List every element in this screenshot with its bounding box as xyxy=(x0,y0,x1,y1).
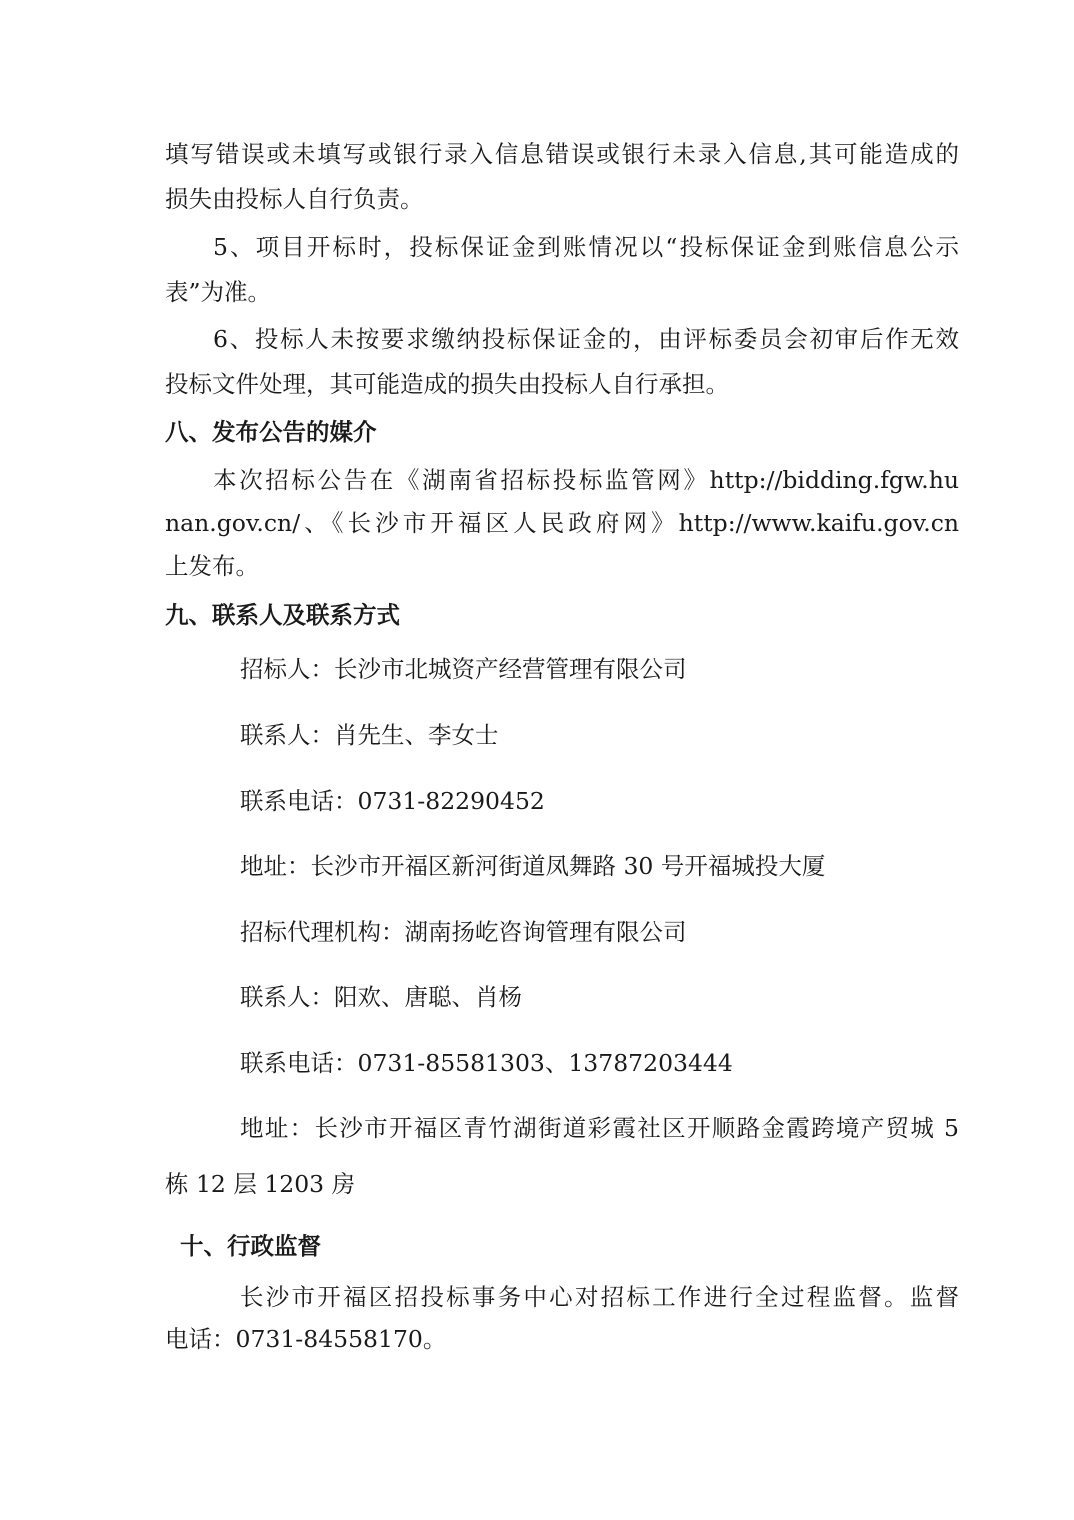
contact-agency: 招标代理机构：湖南扬屹咨询管理有限公司 xyxy=(240,918,687,946)
contact-agency-phone: 联系电话：0731-85581303、13787203444 xyxy=(240,1049,733,1077)
section-heading-contacts: 九、联系人及联系方式 xyxy=(165,601,400,629)
contact-agency-address-line-2: 栋 12 层 1203 房 xyxy=(165,1170,356,1198)
contact-tenderer: 招标人：长沙市北城资产经营管理有限公司 xyxy=(240,655,687,683)
paragraph-6-line-1: 6、投标人未按要求缴纳投标保证金的，由评标委员会初审后作无效 xyxy=(213,325,959,353)
media-paragraph-line-1: 本次招标公告在《湖南省招标投标监管网》http://bidding.fgw.hu xyxy=(213,466,959,494)
paragraph-5-line-2: 表”为准。 xyxy=(165,278,272,306)
section-heading-supervision: 十、行政监督 xyxy=(180,1232,321,1260)
contact-tenderer-address: 地址：长沙市开福区新河街道凤舞路 30 号开福城投大厦 xyxy=(240,852,826,880)
supervision-paragraph-line-2: 电话：0731-84558170。 xyxy=(165,1325,447,1353)
media-paragraph-line-2: nan.gov.cn/、《长沙市开福区人民政府网》http://www.kaifu.gov.cn xyxy=(165,509,959,537)
paragraph-6-line-2: 投标文件处理，其可能造成的损失由投标人自行承担。 xyxy=(165,370,729,398)
media-paragraph-line-3: 上发布。 xyxy=(165,552,259,580)
section-heading-media: 八、发布公告的媒介 xyxy=(165,418,377,446)
paragraph-4-line-2: 损失由投标人自行负责。 xyxy=(165,185,424,213)
paragraph-4-line-1: 填写错误或未填写或银行录入信息错误或银行未录入信息,其可能造成的 xyxy=(165,140,959,168)
supervision-paragraph-line-1: 长沙市开福区招投标事务中心对招标工作进行全过程监督。监督 xyxy=(240,1283,959,1311)
contact-agency-person: 联系人：阳欢、唐聪、肖杨 xyxy=(240,983,522,1011)
contact-agency-address-line-1: 地址：长沙市开福区青竹湖街道彩霞社区开顺路金霞跨境产贸城 5 xyxy=(240,1114,959,1142)
contact-tenderer-person: 联系人：肖先生、李女士 xyxy=(240,721,499,749)
contact-tenderer-phone: 联系电话：0731-82290452 xyxy=(240,787,545,815)
paragraph-5-line-1: 5、项目开标时，投标保证金到账情况以“投标保证金到账信息公示 xyxy=(213,233,959,261)
